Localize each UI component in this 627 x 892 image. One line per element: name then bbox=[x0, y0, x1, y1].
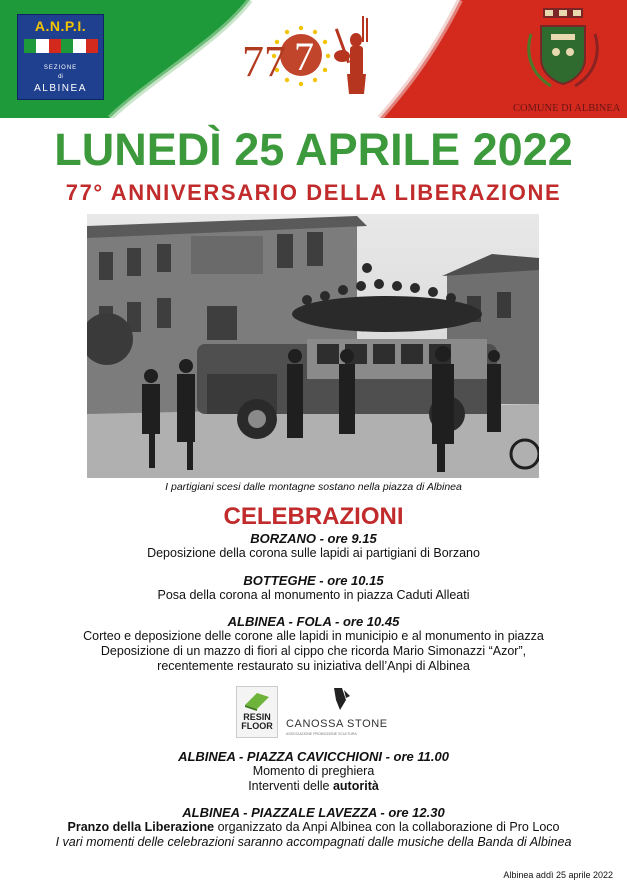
canossa-stone-logo bbox=[286, 692, 396, 736]
event-description-authorities bbox=[0, 779, 627, 794]
resin-floor-icon bbox=[237, 687, 277, 711]
event-description: Momento di preghiera bbox=[252, 764, 375, 778]
footer-date: Albinea addì 25 aprile 2022 bbox=[503, 870, 613, 880]
celebrations-heading: CELEBRAZIONI bbox=[223, 503, 404, 530]
lunch-bold: Pranzo della Liberazione bbox=[67, 820, 215, 834]
event-description: Deposizione della corona sulle lapidi ai partigiani di Borzano bbox=[147, 546, 480, 560]
event-description: Corteo e deposizione delle corone alle lapidi in municipio e al monumento in piazza bbox=[83, 629, 544, 643]
resin-floor-text: RESIN FLOOR bbox=[241, 712, 273, 731]
anniversary-number: 77 bbox=[242, 37, 286, 86]
comune-label: COMUNE DI ALBINEA bbox=[513, 103, 621, 114]
comune-coat-of-arms bbox=[513, 4, 621, 116]
anpi-logo-di: di bbox=[58, 74, 63, 80]
chisel-icon bbox=[326, 686, 356, 712]
anniversary-77-logo bbox=[238, 8, 378, 103]
photo-caption: I partigiani scesi dalle montagne sostano nella piazza di Albinea bbox=[165, 481, 462, 493]
anpi-logo-title: A.N.P.I. bbox=[34, 18, 87, 34]
canossa-stone-subtitle: ASSOCIAZIONE PROMOZIONE SCULTURA bbox=[286, 732, 357, 736]
event-description: Deposizione di un mazzo di fiori al cippo che ricorda Mario Simonazzi “Azor”, bbox=[100, 644, 527, 658]
event-title: BORZANO - ore 9.15 bbox=[250, 531, 377, 546]
event-description: recentemente restaurato su iniziativa dell’Anpi di Albinea bbox=[157, 659, 470, 673]
event-borzano bbox=[0, 531, 627, 561]
anpi-logo-albinea: ALBINEA bbox=[34, 83, 87, 94]
event-piazzale-lavezza bbox=[0, 805, 627, 850]
event-title: BOTTEGHE - ore 10.15 bbox=[243, 573, 384, 588]
event-description: Posa della corona al monumento in piazza Caduti Alleati bbox=[157, 588, 470, 602]
event-description-lunch bbox=[0, 820, 627, 835]
anniversary-subheadline: 77° ANNIVERSARIO DELLA LIBERAZIONE bbox=[65, 180, 562, 205]
event-botteghe bbox=[0, 573, 627, 603]
event-piazza-cavicchioni bbox=[0, 749, 627, 794]
coat-of-arms-icon bbox=[513, 4, 613, 104]
anpi-logo-sezione: SEZIONE bbox=[43, 65, 78, 71]
anpi-logo bbox=[17, 14, 104, 100]
historic-photo bbox=[87, 214, 539, 478]
event-date-headline: LUNEDÌ 25 APRILE 2022 bbox=[54, 124, 573, 175]
header-banner bbox=[0, 0, 627, 118]
anpi-flag bbox=[24, 39, 98, 53]
sponsor-logos bbox=[236, 686, 396, 738]
music-note: I vari momenti delle celebrazioni saranno accompagnati dalle musiche della Banda di Albinea bbox=[55, 835, 572, 849]
authorities-prefix: Interventi delle bbox=[248, 779, 333, 793]
event-title: ALBINEA - PIAZZALE LAVEZZA - ore 12.30 bbox=[182, 805, 445, 820]
event-title: ALBINEA - FOLA - ore 10.45 bbox=[227, 614, 400, 629]
event-title: ALBINEA - PIAZZA CAVICCHIONI - ore 11.00 bbox=[178, 749, 449, 764]
event-albinea-fola bbox=[0, 614, 627, 674]
lunch-rest: organizzato da Anpi Albinea con la collaborazione di Pro Loco bbox=[214, 820, 560, 834]
canossa-stone-text: CANOSSA STONE bbox=[286, 718, 388, 730]
svg-text:7: 7 bbox=[294, 34, 314, 79]
authorities-bold: autorità bbox=[332, 779, 379, 793]
resin-floor-logo bbox=[236, 686, 278, 738]
partisans-photo-illustration bbox=[87, 214, 539, 478]
